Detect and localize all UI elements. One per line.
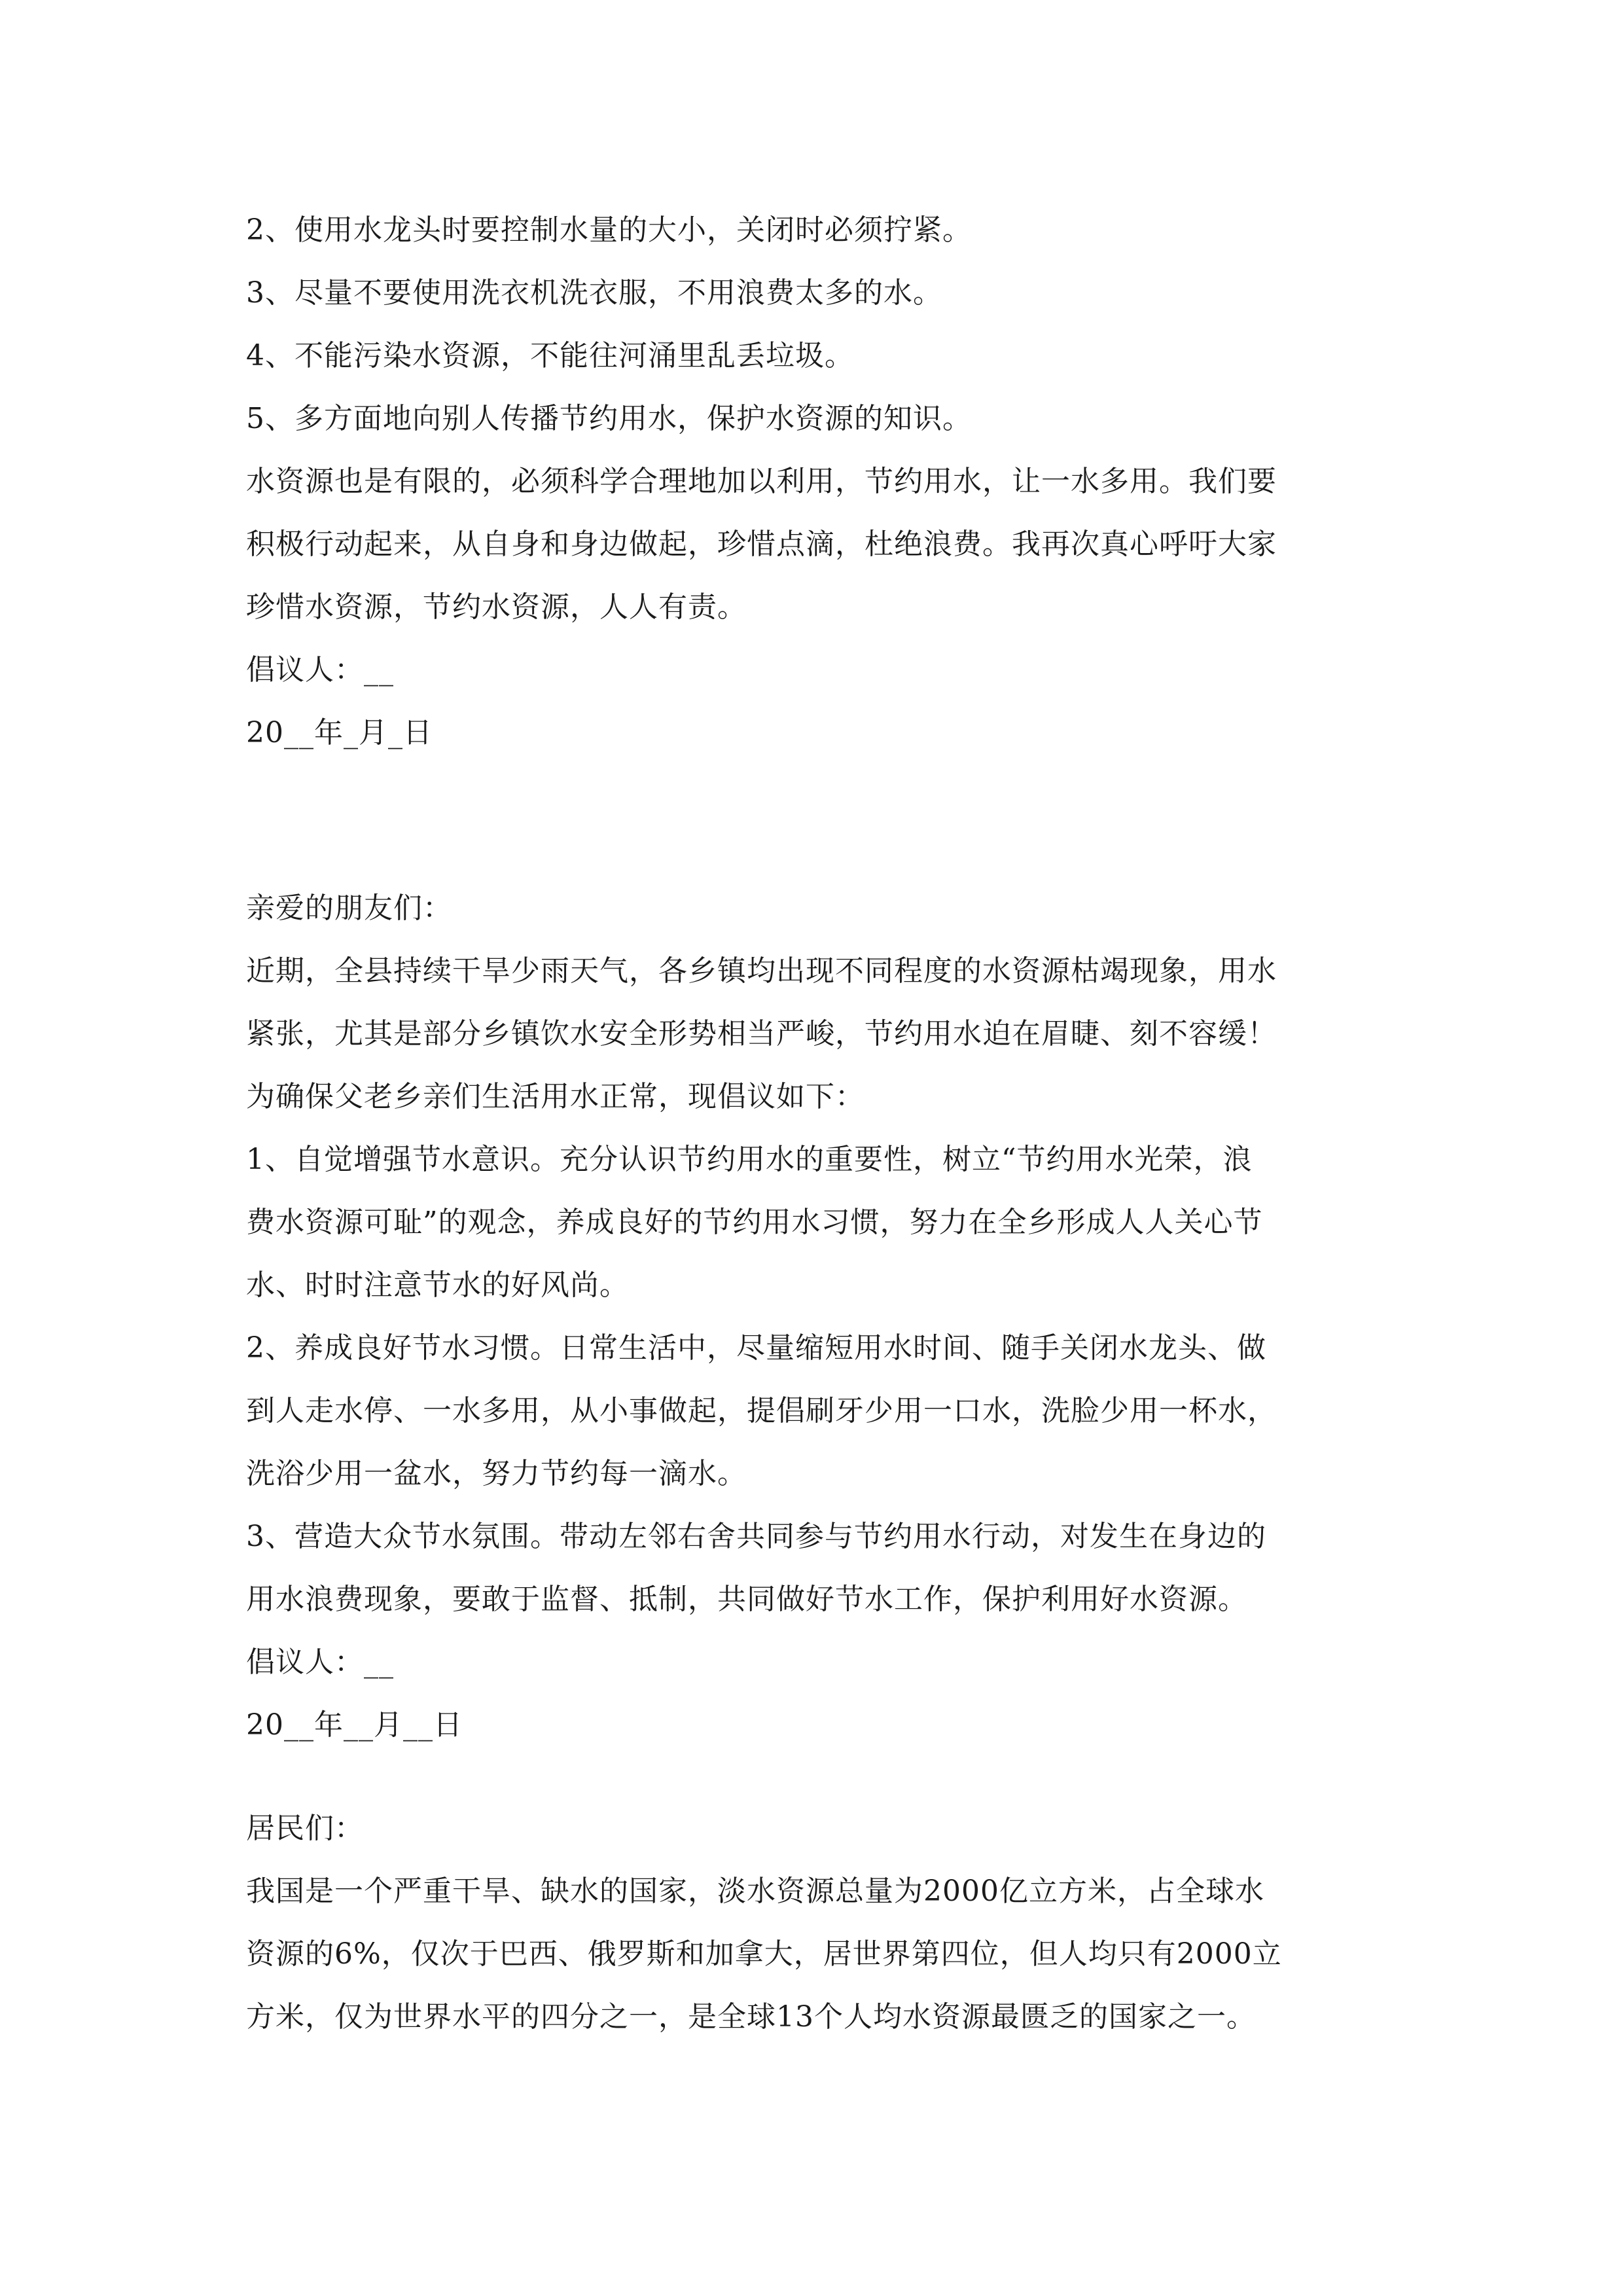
salutation: 居民们： — [246, 1812, 364, 1845]
signature-line: 倡议人：__ — [246, 1645, 394, 1679]
signature-line: 倡议人：__ — [246, 653, 394, 687]
proposal-item-line: 费水资源可耻”的观念，养成良好的节约用水习惯，努力在全乡形成人人关心节 — [246, 1206, 1263, 1239]
paragraph-line: 为确保父老乡亲们生活用水正常，现倡议如下： — [246, 1080, 865, 1113]
proposal-item-line: 用水浪费现象，要敢于监督、抵制，共同做好节水工作，保护利用好水资源。 — [246, 1583, 1247, 1616]
proposal-item-line: 洗浴少用一盆水，努力节约每一滴水。 — [246, 1457, 747, 1490]
date-line: 20__年__月__日 — [246, 1708, 463, 1742]
paragraph-line: 水资源也是有限的，必须科学合理地加以利用，节约用水，让一水多用。我们要 — [246, 465, 1277, 498]
paragraph-line: 方米，仅为世界水平的四分之一，是全球13个人均水资源最匮乏的国家之一。 — [246, 2000, 1256, 2034]
paragraph-line: 近期，全县持续干旱少雨天气，各乡镇均出现不同程度的水资源枯竭现象，用水 — [246, 954, 1277, 988]
tip-line: 3、尽量不要使用洗衣机洗衣服，不用浪费太多的水。 — [246, 276, 942, 310]
tip-line: 5、多方面地向别人传播节约用水，保护水资源的知识。 — [246, 402, 972, 435]
section-residents — [246, 1797, 1398, 2049]
proposal-item-line: 3、营造大众节水氛围。带动左邻右舍共同参与节约用水行动，对发生在身边的 — [246, 1520, 1266, 1553]
tip-line: 2、使用水龙头时要控制水量的大小，关闭时必须拧紧。 — [246, 213, 972, 247]
proposal-item-line: 水、时时注意节水的好风尚。 — [246, 1268, 629, 1302]
section-water-saving-tips — [246, 199, 1398, 764]
paragraph-line: 紧张，尤其是部分乡镇饮水安全形势相当严峻，节约用水迫在眉睫、刻不容缓！ — [246, 1017, 1277, 1050]
salutation: 亲爱的朋友们： — [246, 891, 452, 925]
proposal-item-line: 2、养成良好节水习惯。日常生活中，尽量缩短用水时间、随手关闭水龙头、做 — [246, 1331, 1266, 1365]
paragraph-line: 资源的6%，仅次于巴西、俄罗斯和加拿大，居世界第四位，但人均只有2000立 — [246, 1937, 1282, 1971]
date-line: 20__年_月_日 — [246, 716, 433, 749]
section-proposal-friends — [246, 877, 1398, 1757]
proposal-item-line: 到人走水停、一水多用，从小事做起，提倡刷牙少用一口水，洗脸少用一杯水， — [246, 1394, 1277, 1427]
tip-line: 4、不能污染水资源，不能往河涌里乱丢垃圾。 — [246, 339, 854, 372]
paragraph-line: 积极行动起来，从自身和身边做起，珍惜点滴，杜绝浪费。我再次真心呼吁大家 — [246, 528, 1277, 561]
paragraph-line: 我国是一个严重干旱、缺水的国家，淡水资源总量为2000亿立方米，占全球水 — [246, 1874, 1264, 1908]
proposal-item-line: 1、自觉增强节水意识。充分认识节约用水的重要性，树立“节约用水光荣，浪 — [246, 1143, 1253, 1176]
paragraph-line: 珍惜水资源，节约水资源，人人有责。 — [246, 590, 747, 624]
